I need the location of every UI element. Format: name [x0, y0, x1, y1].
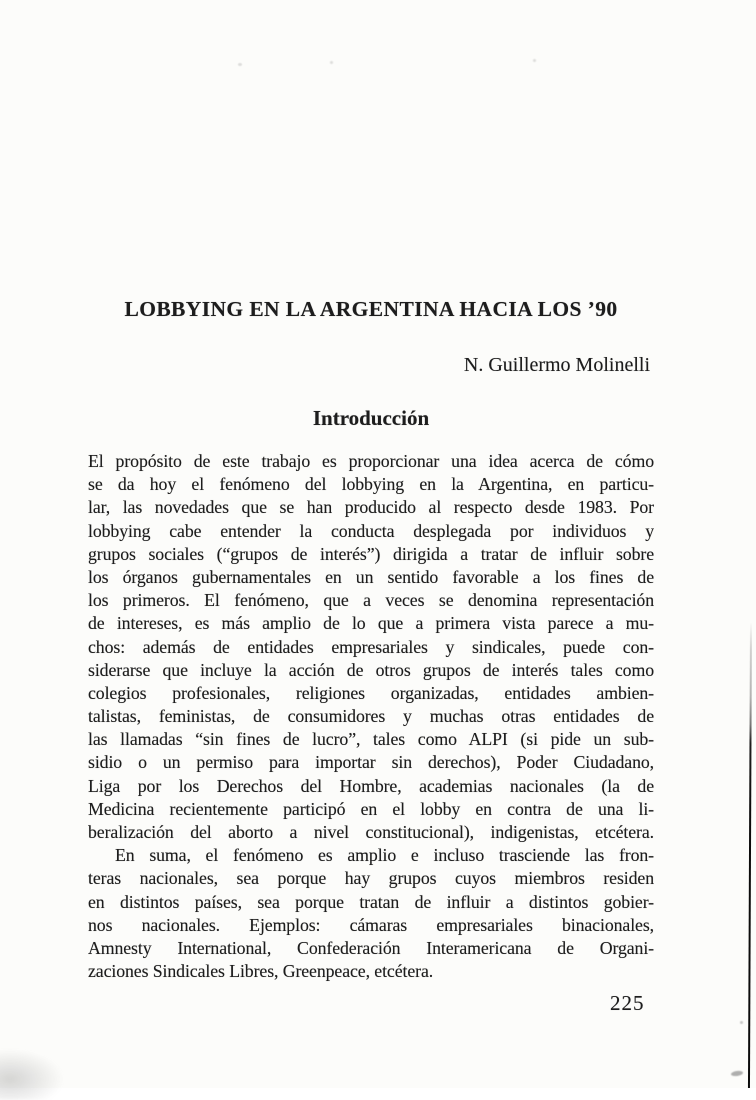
- body-line: En suma, el fenómeno es amplio e incluso trasciende las fron-: [115, 845, 654, 866]
- body-line: se da hoy el fenómeno del lobbying en la Argentina, en particu-: [88, 474, 654, 495]
- body-line: las llamadas “sin fines de lucro”, tales como ALPI (si pide un sub-: [88, 729, 654, 750]
- body-line: nos nacionales. Ejemplos: cámaras empresariales binacionales,: [88, 914, 654, 935]
- scan-gutter-edge-line: [748, 622, 752, 1088]
- body-line: Medicina recientemente participó en el lobby en contra de una li-: [88, 798, 654, 819]
- body-text: [88, 450, 654, 983]
- scan-smudge: [731, 1070, 744, 1077]
- page-number: 225: [610, 991, 645, 1015]
- body-line: en distintos países, sea porque tratan de influir a distintos gobier-: [88, 891, 654, 912]
- body-line: Liga por los Derechos del Hombre, academias nacionales (la de: [88, 775, 654, 796]
- body-line: beralización del aborto a nivel constitucional), indigenistas, etcétera.: [88, 822, 654, 842]
- author-name: N. Guillermo Molinelli: [463, 354, 650, 376]
- body-line: los primeros. El fenómeno, que a veces se denomina representación: [88, 590, 654, 611]
- body-line: zaciones Sindicales Libres, Greenpeace, etcétera.: [88, 961, 434, 982]
- body-line: sidio o un permiso para importar sin derechos), Poder Ciudadano,: [88, 752, 654, 773]
- body-line: colegios profesionales, religiones organizadas, entidades ambien-: [88, 682, 654, 703]
- scan-speck: [533, 59, 536, 62]
- scan-speck: [740, 1021, 743, 1024]
- body-line: los órganos gubernamentales en un sentido favorable a los fines de: [88, 566, 654, 587]
- scan-speck: [238, 63, 242, 66]
- body-line: Amnesty International, Confederación Interamericana de Organi-: [88, 937, 654, 958]
- body-line: El propósito de este trabajo es proporcionar una idea acerca de cómo: [88, 451, 654, 471]
- body-line: chos: además de entidades empresariales y sindicales, puede con-: [88, 636, 654, 657]
- article-title: LOBBYING EN LA ARGENTINA HACIA LOS ’90: [124, 297, 618, 321]
- body-line: talistas, feministas, de consumidores y muchas otras entidades de: [88, 706, 654, 727]
- body-line: teras nacionales, sea porque hay grupos cuyos miembros residen: [88, 868, 654, 889]
- body-line: lar, las novedades que se han producido al respecto desde 1983. Por: [88, 497, 654, 518]
- body-line: siderarse que incluye la acción de otros grupos de interés tales como: [88, 659, 654, 680]
- section-heading: Introducción: [312, 406, 430, 430]
- body-line: de intereses, es más amplio de lo que a primera vista parece a mu-: [88, 613, 654, 634]
- body-line: grupos sociales (“grupos de interés”) dirigida a tratar de influir sobre: [88, 543, 654, 564]
- scan-speck: [330, 61, 333, 64]
- scan-corner-shadow: [0, 1048, 66, 1100]
- body-line: lobbying cabe entender la conducta desplegada por individuos y: [88, 520, 654, 541]
